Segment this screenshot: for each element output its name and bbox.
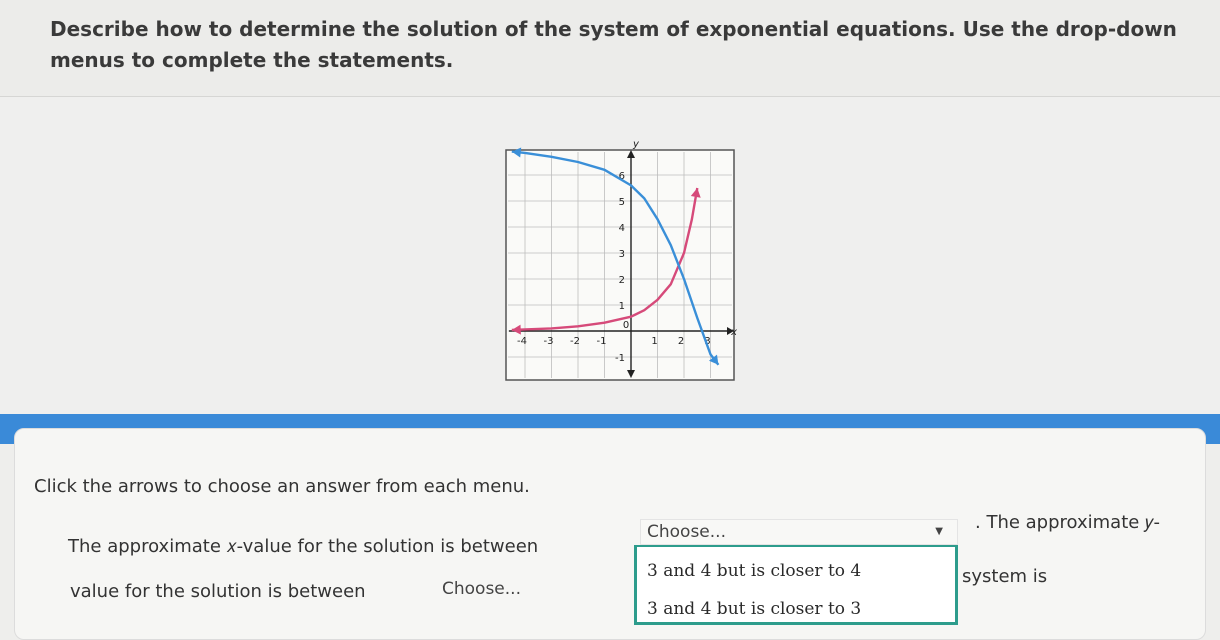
exponential-graph (505, 138, 737, 384)
x-tick-label: 2 (677, 336, 685, 347)
x-value-dropdown-label: Choose... (647, 522, 726, 542)
answer-panel (14, 428, 1206, 640)
x-tick-label: -4 (517, 336, 527, 347)
y-tick-label: 5 (618, 197, 625, 208)
y-tick-label: -1 (615, 353, 625, 364)
x-tick-label: -2 (570, 336, 580, 347)
statement-2-suffix: system is (962, 566, 1048, 587)
dropdown-arrow-icon[interactable]: ▼ (935, 526, 943, 537)
y-tick-label: 4 (618, 223, 625, 234)
dropdown-option[interactable]: 3 and 4 but is closer to 3 (647, 599, 862, 619)
y-tick-label: 3 (618, 249, 625, 260)
statement-1-prefix: The approximate 𝑥-value for the solution is between (68, 536, 539, 557)
dropdown-menu (634, 545, 958, 625)
statement-2-prefix: value for the solution is between (70, 581, 366, 602)
x-tick-label: 0 (622, 320, 630, 331)
dropdown-option[interactable]: 3 and 4 but is closer to 4 (647, 561, 862, 581)
x-tick-label: 3 (704, 336, 711, 347)
y-tick-label: 2 (618, 275, 625, 286)
x-tick-label: -3 (543, 336, 554, 347)
question-header (0, 0, 1220, 97)
instructions-text: Click the arrows to choose an answer from each menu. (34, 476, 530, 497)
x-value-dropdown[interactable] (640, 519, 958, 545)
y-value-dropdown-label: Choose... (442, 579, 521, 599)
y-value-dropdown[interactable] (436, 577, 616, 603)
x-tick-label: 1 (651, 336, 658, 347)
y-axis-label: y (633, 139, 639, 150)
graph-frame (506, 150, 734, 380)
x-tick-label: -1 (596, 336, 607, 347)
y-tick-label: 1 (618, 301, 625, 312)
y-tick-label: 6 (618, 171, 625, 182)
x-axis-label: x (731, 327, 737, 338)
question-text: Describe how to determine the solution of the system of exponential equations. Use the drop-down menus to complete the statements. (50, 17, 1177, 72)
statement-1-suffix: . The approximate 𝑦- (975, 512, 1160, 533)
